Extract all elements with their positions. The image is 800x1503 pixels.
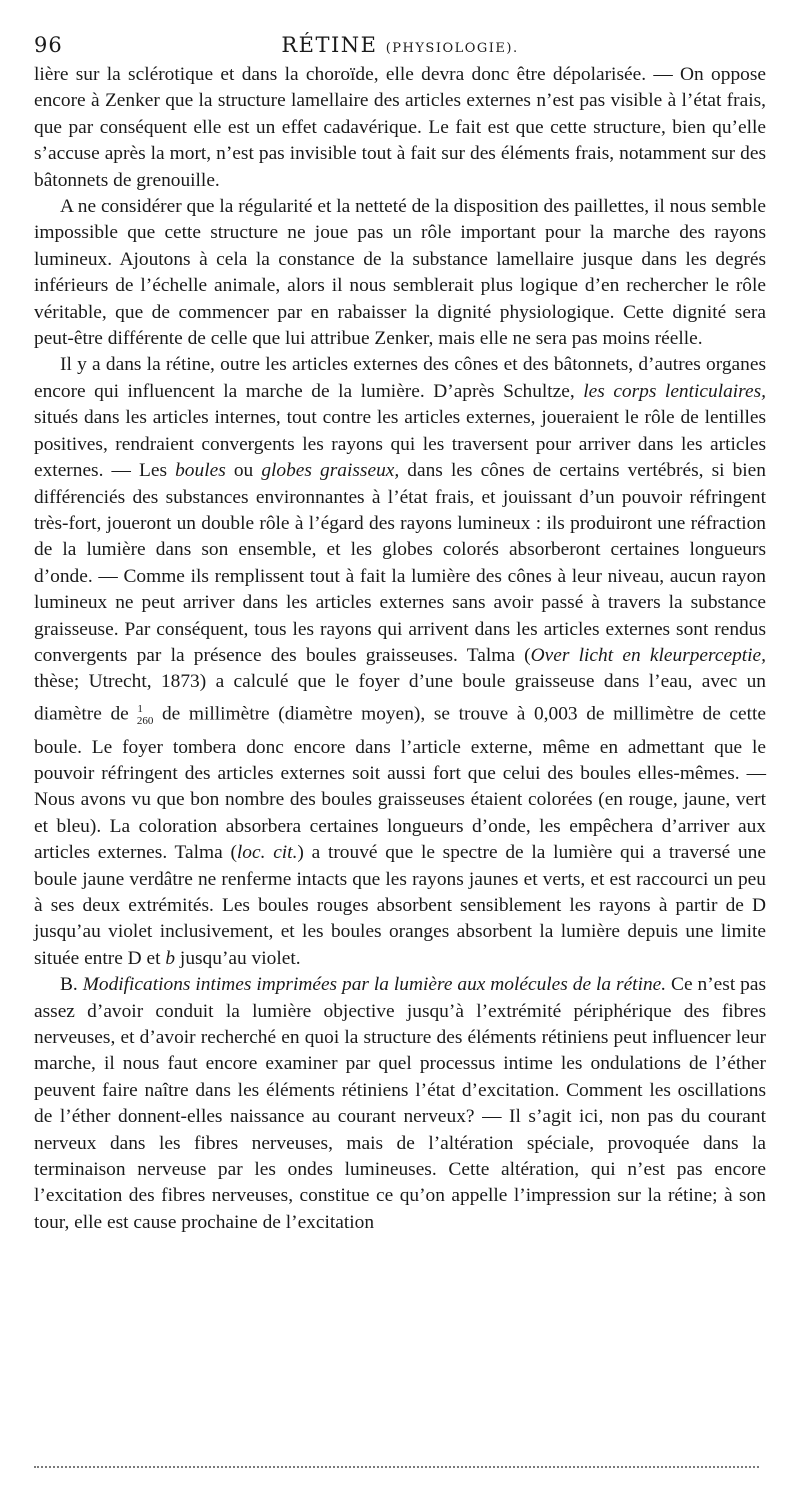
running-title-subtitle: (PHYSIOLOGIE). <box>385 41 519 56</box>
page-number: 96 <box>34 33 63 57</box>
text-run: ) a trouvé que le spectre de la lumière qui a traversé une boule jaune verdâtre ne renferme intacts que les rayons jaunes et verts, et est raccourci un peu à ses deux extrémités. Les boules rouges absorbent sensiblement les rayons à partir de D jusqu’au violet inclusivement, et les boules oranges absorbent la lumière depuis une limite située entre D et <box>34 842 766 969</box>
paragraph <box>34 62 766 194</box>
italic-text: globes graisseux, <box>261 460 400 482</box>
paragraph <box>34 972 766 1236</box>
text-run: Ce n’est pas assez d’avoir conduit la lumière objective jusqu’à l’extrémité périphérique des fibres nerveuses, et d’avoir recherché en quoi la structure des éléments rétiniens peut influencer leur marche, il nous faut encore examiner par quel processus intime les ondulations de l’éther peuvent faire naître dans les éléments rétiniens l’état d’excitation. Comment les oscillations de l’éther donnent-elles naissance au courant nerveux? — Il s’agit ici, non pas du courant nerveux dans les fibres nerveuses, mais de l’altération spéciale, provoquée dans la terminaison nerveuse par les ondes lumineuses. Cette altération, qui n’est pas encore l’excitation des fibres nerveuses, constitue ce qu’on appelle l’impression sur la rétine; à son tour, elle est cause prochaine de l’excitation <box>34 974 766 1233</box>
text-run: A ne considérer que la régularité et la netteté de la disposition des paillettes, il nous semble impossible que cette structure ne joue pas un rôle important pour la marche des rayons lumineux. Ajoutons à cela la constance de la substance lamellaire jusque dans les degrés inférieurs de l’échelle animale, alors il nous semblerait plus logique d’en rechercher le rôle véritable, que de commencer par en rabaisser la dignité physiologique. Cette dignité sera peut-être différente de celle que lui attribue Zenker, mais elle ne sera pas moins réelle. <box>34 196 766 350</box>
text-run: situés dans les articles internes, tout contre les articles externes, joueraient le rôle de lentilles positives, rendraient convergents les rayons qui les traversent pour arriver dans les articles externes. — Les <box>34 407 766 482</box>
fraction-numerator: 1 <box>137 702 143 715</box>
running-title <box>34 30 766 64</box>
text-run: thèse; Utrecht, 1873) a calculé que le foyer d’une boule graisseuse dans l’eau, avec un diamètre de <box>34 671 766 725</box>
footer-dotted-rule <box>34 1466 759 1468</box>
fraction-denominator: 260 <box>136 715 154 728</box>
italic-text: Over licht en kleurperceptie, <box>530 644 767 666</box>
italic-text: boules <box>175 460 226 482</box>
text-run: de millimètre (diamètre moyen), se trouve à 0,003 de millimètre de cette boule. Le foyer tombera donc encore dans l’article externe, même en admettant que le pouvoir réfringent des articles externes soit aussi fort que celui des boules elles-mêmes. — Nous avons vu que bon nombre des boules graisseuses étaient colorées (en rouge, jaune, vert et bleu). La coloration absorbera certaines longueurs d’onde, les empêchera d’arriver aux articles externes. Talma ( <box>34 703 767 864</box>
paragraph <box>34 194 766 352</box>
text-run: lière sur la sclérotique et dans la choroïde, elle devra donc être dépolarisée. — On oppose encore à Zenker que la structure lamellaire des articles externes n’est pas visible à l’état frais, que par conséquent elle est un effet cadavérique. Le fait est que cette structure, bien qu’elle s’accuse après la mort, n’est pas invisible tout à fait sur des éléments frais, notamment sur des bâtonnets de grenouille. <box>34 64 766 191</box>
text-run: jusqu’au violet. <box>175 947 301 969</box>
text-run: dans les cônes de certains vertébrés, si bien différenciés des substances environnantes à l’état frais, et jouissant d’un pouvoir réfringent très-fort, joueront un double rôle à l’égard des rayons lumineux : ils produiront une réfraction de la lumière dans son ensemble, et les globes colorés absorberont certaines longueurs d’onde. — Comme ils remplissent tout à fait la lumière des cônes à leur niveau, aucun rayon lumineux ne peut arriver dans les articles externes sans avoir passé à travers la substance graisseuse. Par conséquent, tous les rayons qui arrivent dans les articles externes sont rendus convergents par la présence des boules graisseuses. Talma ( <box>34 460 766 666</box>
paragraph <box>34 352 766 972</box>
italic-text: b <box>165 947 176 969</box>
running-title-main: RÉTINE <box>281 33 378 57</box>
running-header <box>34 30 766 60</box>
text-run: B. <box>60 974 83 996</box>
italic-text: les corps lenticulaires, <box>583 380 766 402</box>
italic-text: Modifications intimes imprimées par la lumière aux molécules de la rétine. <box>82 974 667 996</box>
body-text <box>34 62 766 1236</box>
text-run: ou <box>225 460 262 482</box>
text-run: Il y a dans la rétine, outre les articles externes des cônes et des bâtonnets, d’autres organes encore qui influencent la marche de la lumière. D’après Schultze, <box>34 354 766 402</box>
italic-text: loc. cit. <box>236 842 298 864</box>
